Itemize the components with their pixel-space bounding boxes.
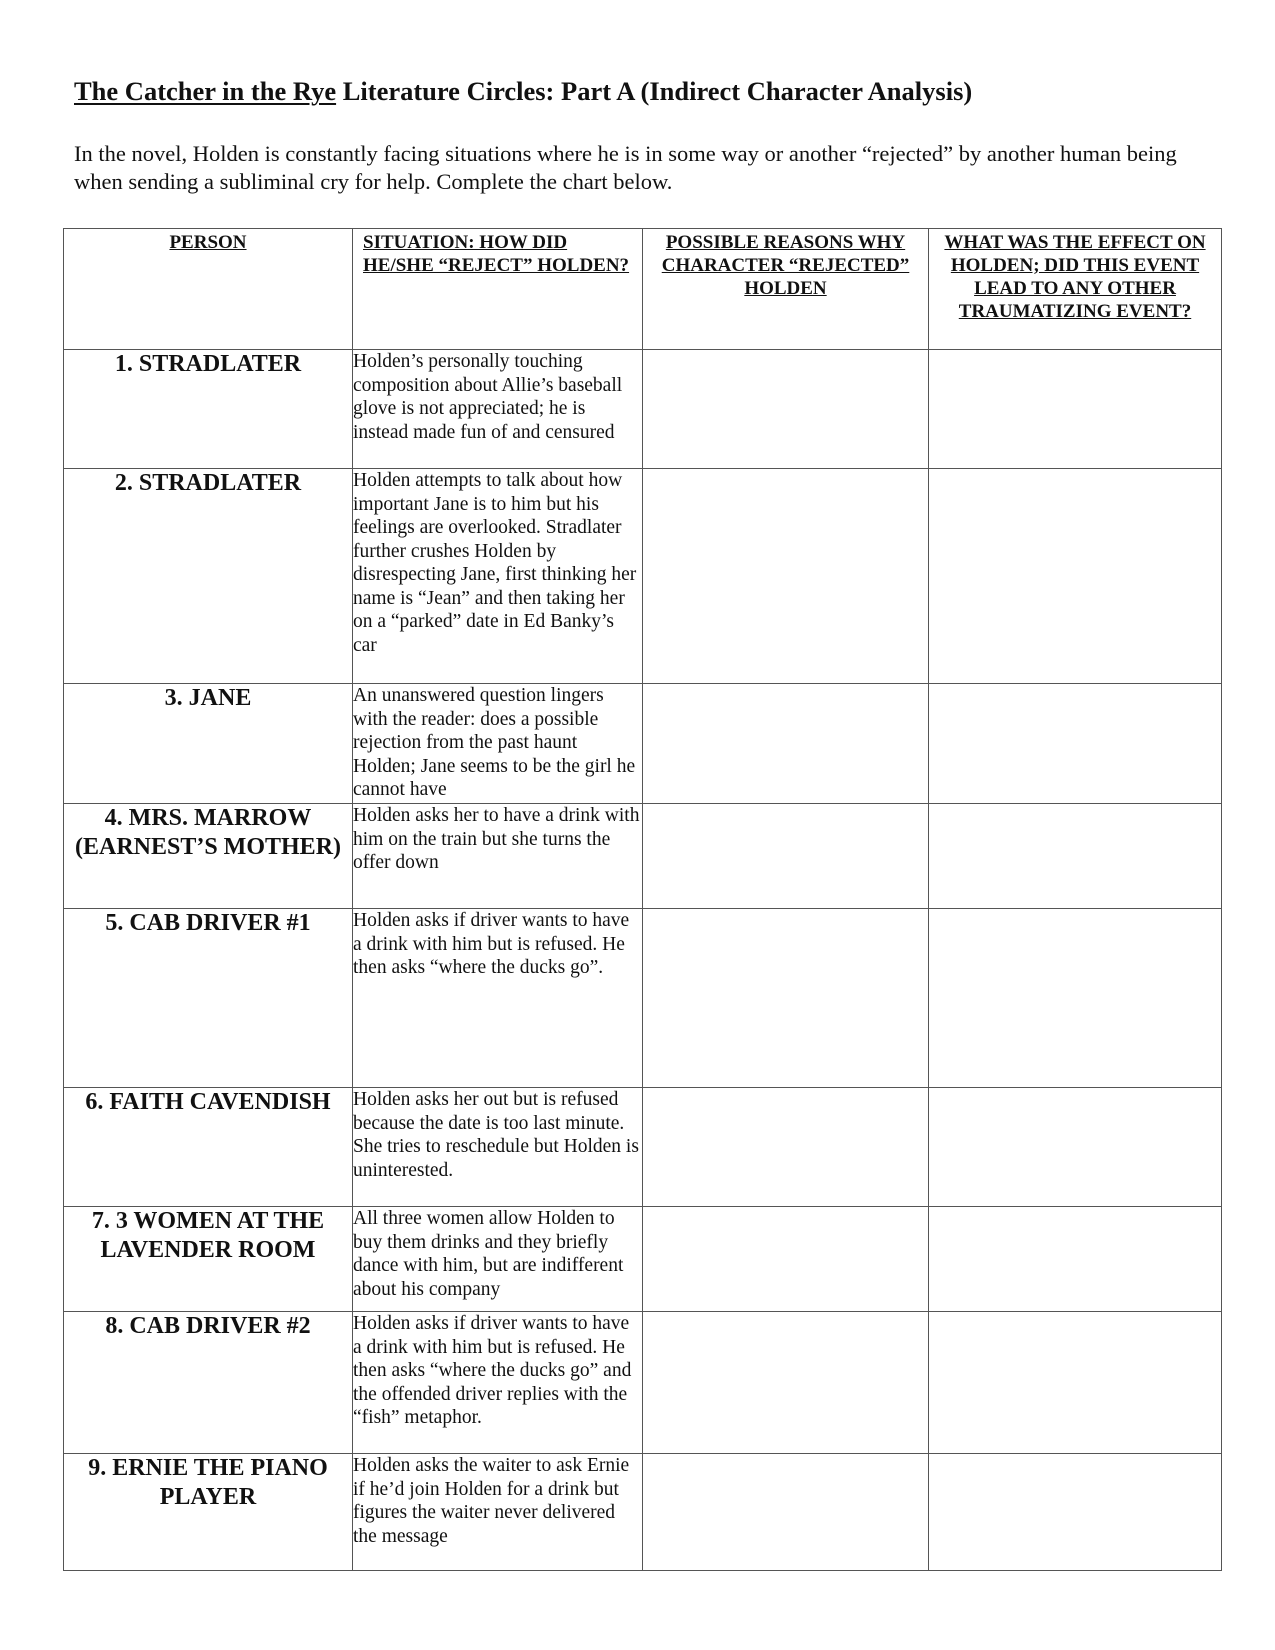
effect-answer-cell[interactable] bbox=[929, 1312, 1222, 1454]
table-row bbox=[64, 684, 1222, 804]
situation-cell: Holden asks if driver wants to have a drink with him but is refused. He then asks “where the ducks go”. bbox=[353, 909, 643, 1088]
situation-cell: An unanswered question lingers with the reader: does a possible rejection from the past haunt Holden; Jane seems to be the girl he cannot have bbox=[353, 684, 643, 804]
person-cell: 3. JANE bbox=[64, 684, 353, 804]
title-rest: Literature Circles: Part A (Indirect Character Analysis) bbox=[336, 76, 973, 106]
table-row bbox=[64, 1312, 1222, 1454]
table-row bbox=[64, 1207, 1222, 1312]
situation-cell: Holden asks the waiter to ask Ernie if he’d join Holden for a drink but figures the waiter never delivered the message bbox=[353, 1454, 643, 1571]
effect-answer-cell[interactable] bbox=[929, 684, 1222, 804]
reasons-answer-cell[interactable] bbox=[643, 909, 929, 1088]
header-row bbox=[64, 229, 1222, 350]
effect-answer-cell[interactable] bbox=[929, 804, 1222, 909]
reasons-answer-cell[interactable] bbox=[643, 1312, 929, 1454]
table-row bbox=[64, 1454, 1222, 1571]
effect-answer-cell[interactable] bbox=[929, 350, 1222, 469]
reasons-answer-cell[interactable] bbox=[643, 1207, 929, 1312]
header-situation: SITUATION: HOW DID HE/SHE “REJECT” HOLDEN? bbox=[353, 229, 643, 350]
person-cell: 8. CAB DRIVER #2 bbox=[64, 1312, 353, 1454]
situation-cell: Holden asks her out but is refused because the date is too last minute. She tries to reschedule but Holden is uninterested. bbox=[353, 1088, 643, 1207]
person-cell: 5. CAB DRIVER #1 bbox=[64, 909, 353, 1088]
header-reasons: POSSIBLE REASONS WHY CHARACTER “REJECTED” HOLDEN bbox=[643, 229, 929, 350]
character-analysis-table bbox=[63, 228, 1222, 1571]
reasons-answer-cell[interactable] bbox=[643, 684, 929, 804]
reasons-answer-cell[interactable] bbox=[643, 804, 929, 909]
effect-answer-cell[interactable] bbox=[929, 1088, 1222, 1207]
situation-cell: Holden asks if driver wants to have a drink with him but is refused. He then asks “where the ducks go” and the offended driver replies with the “fish” metaphor. bbox=[353, 1312, 643, 1454]
person-cell: 1. STRADLATER bbox=[64, 350, 353, 469]
situation-cell: All three women allow Holden to buy them drinks and they briefly dance with him, but are indifferent about his company bbox=[353, 1207, 643, 1312]
reasons-answer-cell[interactable] bbox=[643, 469, 929, 684]
table-row bbox=[64, 1088, 1222, 1207]
person-cell: 4. MRS. MARROW (EARNEST’S MOTHER) bbox=[64, 804, 353, 909]
reasons-answer-cell[interactable] bbox=[643, 1454, 929, 1571]
reasons-answer-cell[interactable] bbox=[643, 1088, 929, 1207]
person-cell: 2. STRADLATER bbox=[64, 469, 353, 684]
situation-cell: Holden’s personally touching composition about Allie’s baseball glove is not appreciated; he is instead made fun of and censured bbox=[353, 350, 643, 469]
instructions: In the novel, Holden is constantly facing situations where he is in some way or another “rejected” by another human being when sending a subliminal cry for help. Complete the chart below. bbox=[74, 141, 1177, 194]
effect-answer-cell[interactable] bbox=[929, 909, 1222, 1088]
situation-cell: Holden attempts to talk about how important Jane is to him but his feelings are overlooked. Stradlater further crushes Holden by disrespecting Jane, first thinking her name is “Jean” and then taking her on a “parked” date in Ed Banky’s car bbox=[353, 469, 643, 684]
page-title bbox=[74, 76, 972, 107]
header-person: PERSON bbox=[64, 229, 353, 350]
person-cell: 6. FAITH CAVENDISH bbox=[64, 1088, 353, 1207]
book-title: The Catcher in the Rye bbox=[74, 76, 337, 106]
effect-answer-cell[interactable] bbox=[929, 469, 1222, 684]
effect-answer-cell[interactable] bbox=[929, 1207, 1222, 1312]
person-cell: 9. ERNIE THE PIANO PLAYER bbox=[64, 1454, 353, 1571]
effect-answer-cell[interactable] bbox=[929, 1454, 1222, 1571]
reasons-answer-cell[interactable] bbox=[643, 350, 929, 469]
situation-cell: Holden asks her to have a drink with him on the train but she turns the offer down bbox=[353, 804, 643, 909]
table-row bbox=[64, 804, 1222, 909]
table-row bbox=[64, 469, 1222, 684]
table-row bbox=[64, 909, 1222, 1088]
person-cell: 7. 3 WOMEN AT THE LAVENDER ROOM bbox=[64, 1207, 353, 1312]
header-effect: WHAT WAS THE EFFECT ON HOLDEN; DID THIS EVENT LEAD TO ANY OTHER TRAUMATIZING EVENT? bbox=[929, 229, 1222, 350]
table-row bbox=[64, 350, 1222, 469]
